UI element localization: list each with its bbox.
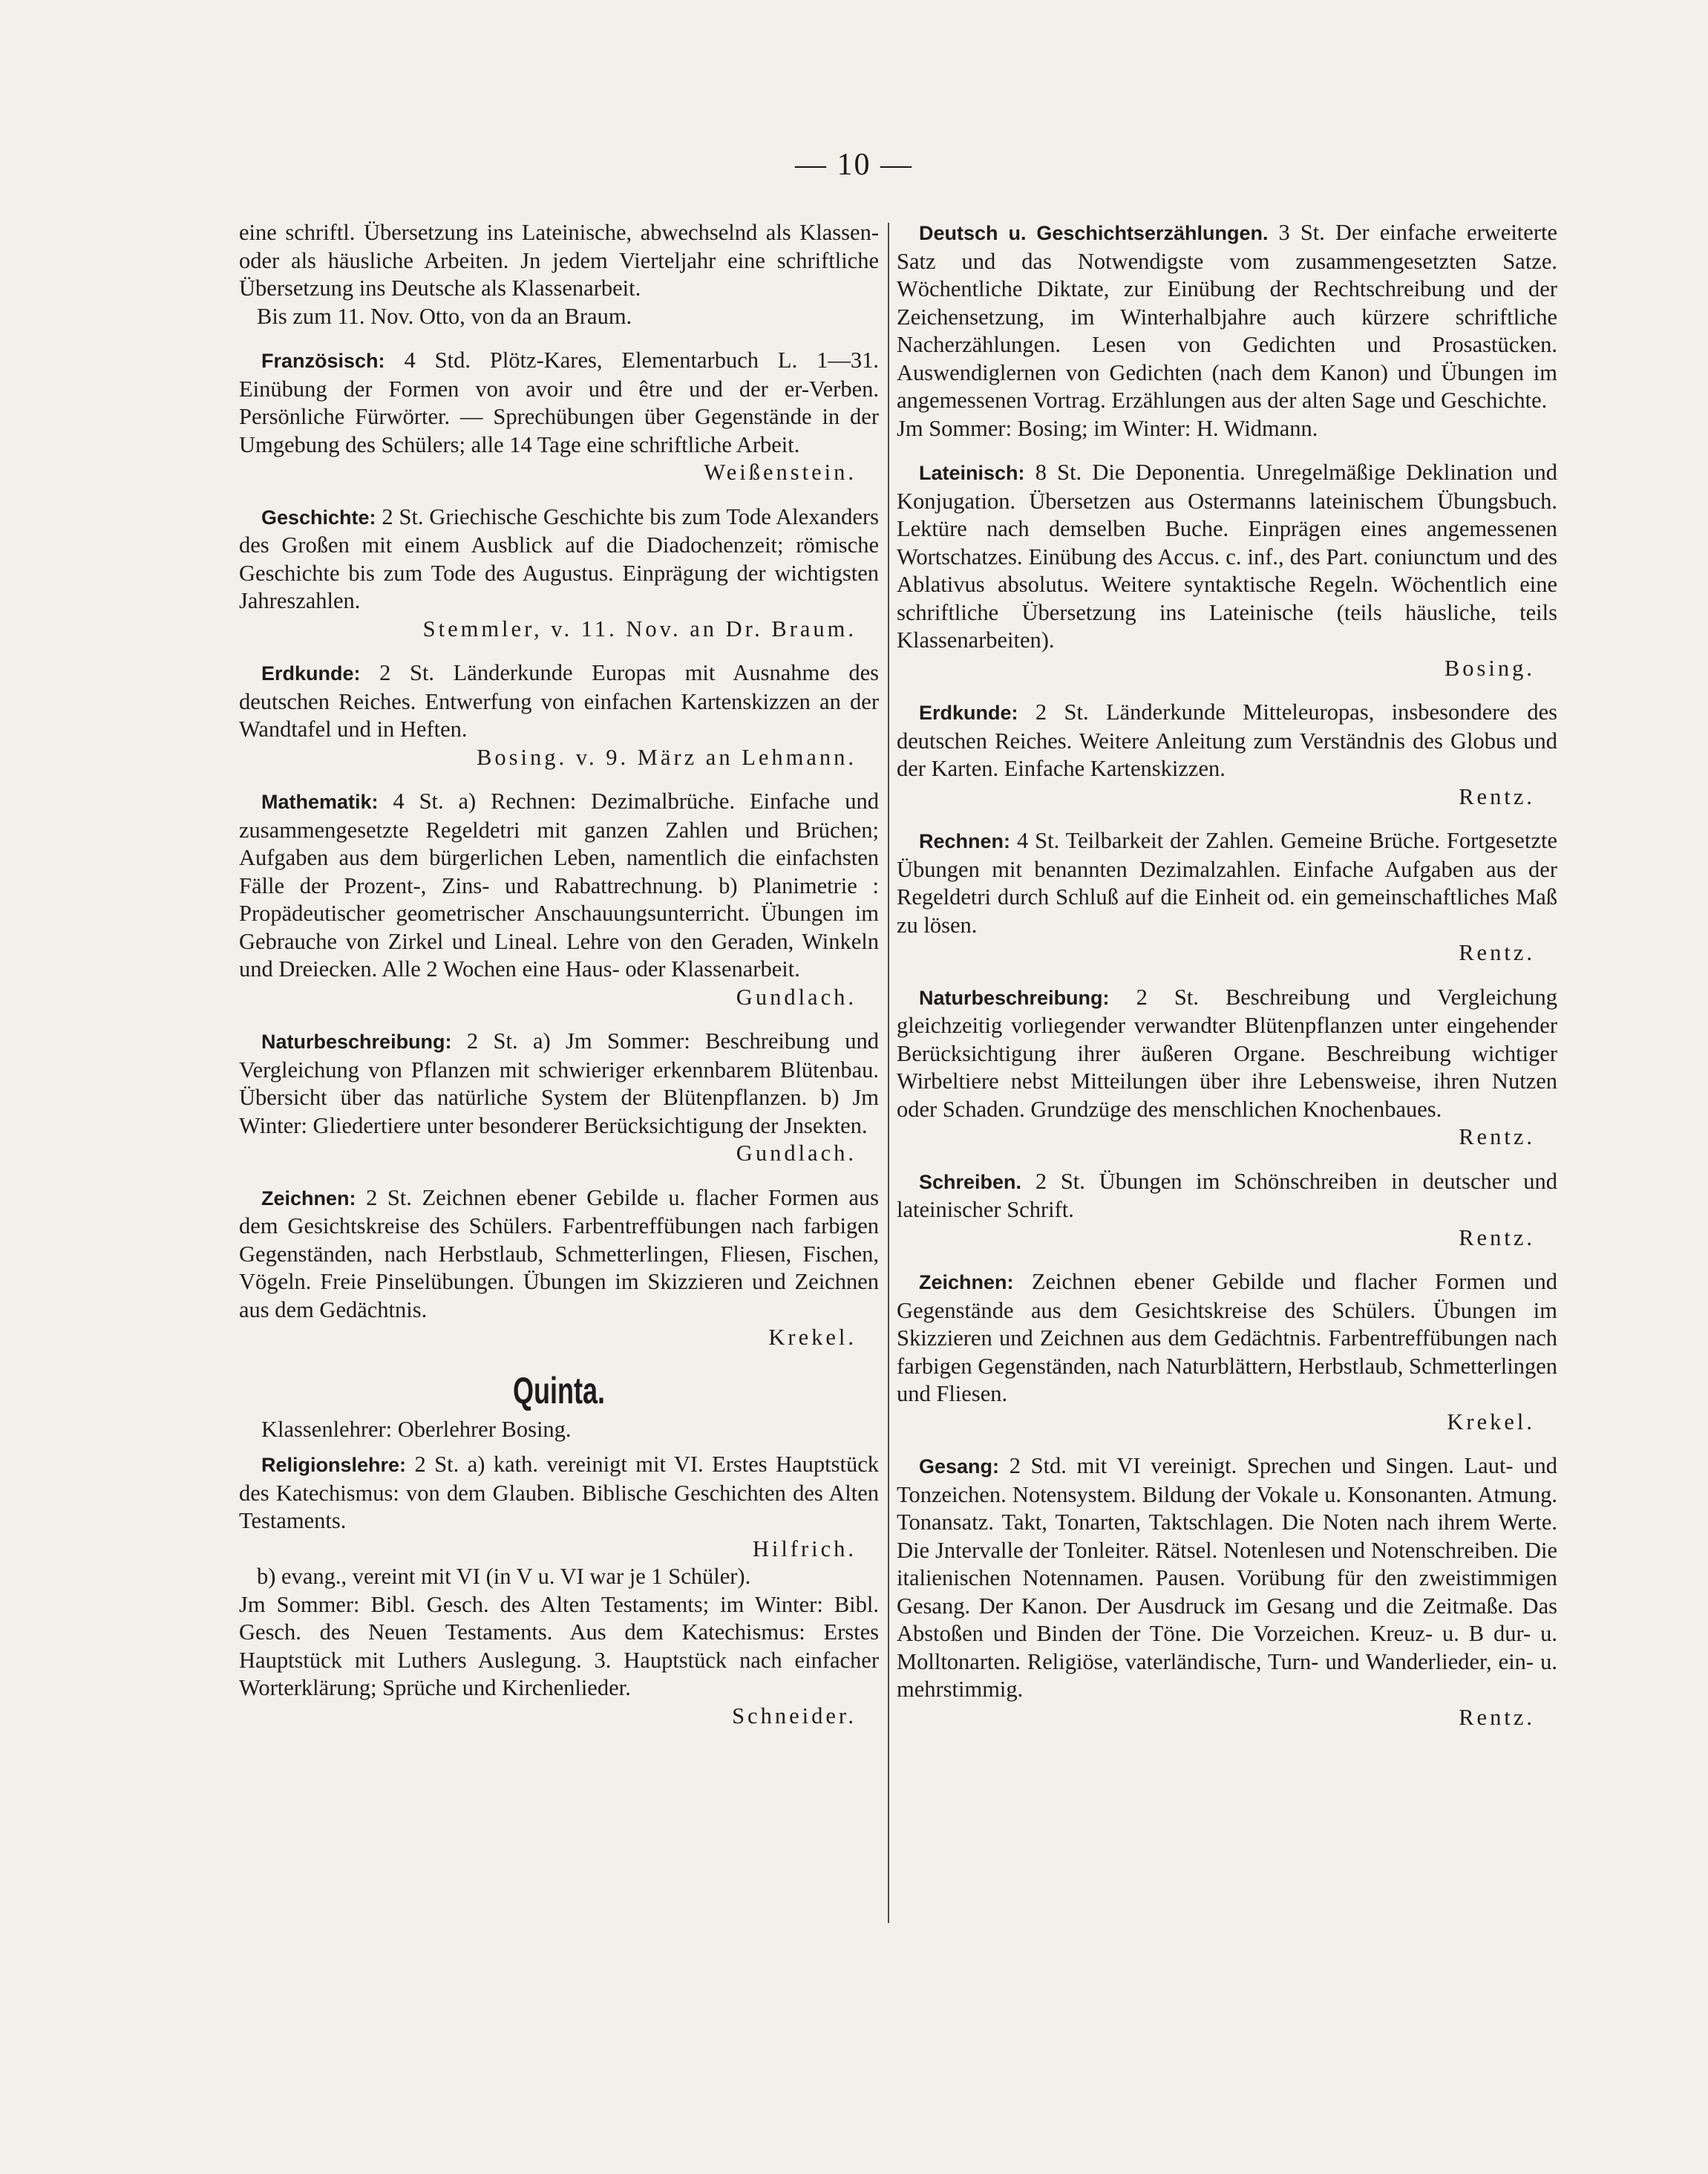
section-lateinisch: [897, 459, 1557, 682]
section-heading: Geschichte:: [261, 506, 376, 529]
column-divider: [888, 223, 889, 1923]
section-text: 2 St. a) kath. vereinigt mit VI. Erstes Hauptstück des Katechismus: von dem Glauben. Biblische Geschichten des Alten Testaments.: [239, 1452, 879, 1533]
section-heading: Zeichnen:: [919, 1271, 1014, 1293]
teacher-name: Gundlach.: [736, 984, 857, 1010]
section-text: Zeichnen ebener Gebilde und flacher Formen und Gegenstände aus dem Gesichtskreise des Schülers. Übungen im Skizzieren und Zeichnen aus dem Gedächtnis. Farbentreffübungen nach farbigen Gegenständen, nach Naturblättern, Herbstlaub, Schmetterlingen und Fliesen.: [897, 1269, 1557, 1406]
page-number: — 10 —: [795, 148, 913, 182]
section-heading: Deutsch u. Geschichtserzählungen.: [919, 222, 1269, 244]
section-heading: Lateinisch:: [919, 462, 1025, 484]
section-text: 8 St. Die Deponentia. Unregelmäßige Deklination und Konjugation. Übersetzen aus Ostermanns lateinischem Übungsbuch. Lektüre nach demselben Buche. Einprägen eines angemessenen Wortschatzes. Einübung des Accus. c. inf., des Part. coniunctum und des Ablativus absolutus. Weitere syntaktische Regeln. Wöchentlich eine schriftliche Übersetzung ins Lateinische (teils häusliche, teils Klassenarbeiten).: [897, 460, 1558, 653]
section-text: eine schriftl. Übersetzung ins Lateinische, abwechselnd als Klassen- oder als häusliche Arbeiten. Jn jedem Vierteljahr eine schriftliche Übersetzung ins Deutsche als Klassenarbeit.: [239, 220, 879, 301]
right-column: [897, 219, 1557, 1748]
section-text: 2 St. Übungen im Schönschreiben in deutscher und lateinischer Schrift.: [897, 1168, 1557, 1222]
teacher-name: Weißenstein.: [704, 460, 857, 485]
teacher-name: Rentz.: [1459, 783, 1535, 809]
section-heading: Naturbeschreibung:: [919, 986, 1110, 1009]
section-text: 4 St. a) Rechnen: Dezimalbrüche. Einfache und zusammengesetzte Regeldetri mit ganzen Zahlen und Brüchen; Aufgaben aus dem bürgerlichen Leben, namentlich die einfachsten Fälle der Prozent-, Zins- und Rabattrechnung. b) Planimetrie : Propädeutischer geometrischer Anschauungsunterricht. Übungen im Gebrauche von Zirkel und Lineal. Lehre von den Geraden, Winkeln und Dreiecken. Alle 2 Wochen eine Haus- oder Klassenarbeit.: [239, 789, 879, 982]
section-heading: Zeichnen:: [261, 1186, 356, 1210]
section-heading: Rechnen:: [919, 830, 1011, 852]
section-naturbeschreibung: [897, 984, 1557, 1152]
teacher-name: Stemmler, v. 11. Nov. an Dr. Braum.: [422, 616, 857, 642]
section-text: 2 St. Griechische Geschichte bis zum Tode Alexanders des Großen mit einem Ausblick auf die Diadochenzeit; römische Geschichte bis zum Tode des Augustus. Einprägung der wichtigsten Jahreszahlen.: [239, 503, 879, 613]
class-teacher-line: Klassenlehrer: Oberlehrer Bosing.: [261, 1416, 572, 1442]
section-zeichnen: [239, 1184, 879, 1352]
section-text: 2 Std. mit VI vereinigt. Sprechen und Singen. Laut- und Tonzeichen. Notensystem. Bildung der Vokale u. Konsonanten. Atmung. Tonansatz. Takt, Tonarten, Taktschlagen. Die Noten nach ihrem Werte. Die Jntervalle der Tonleiter. Rätsel. Notenlesen und Notenschreiben. Die italienischen Notennamen. Pausen. Vorübung für den zweistimmigen Gesang. Der Kanon. Der Ausdruck im Gesang und die Zeitmaße. Das Abstoßen und Binden der Töne. Die Vorzeichen. Kreuz- u. B dur- u. Molltonarten. Religiöse, vaterländische, Turn- und Wanderlieder, ein- u. mehrstimmig.: [897, 1453, 1557, 1702]
section-heading: Naturbeschreibung:: [261, 1031, 452, 1053]
left-column: [239, 219, 879, 1746]
teacher-name: Rentz.: [1459, 1124, 1535, 1149]
section-geschichte: [239, 503, 879, 644]
section-zeichnen: [897, 1268, 1557, 1436]
section-heading: Erdkunde:: [261, 662, 361, 685]
section-text: 2 St. Zeichnen ebener Gebilde u. flacher Formen aus dem Gesichtskreise des Schülers. Farbentreffübungen nach farbigen Gegenständen, nach Herbstlaub, Schmetterlingen, Fliesen, Fischen, Vögeln. Freie Pinselübungen. Übungen im Skizzieren und Zeichnen aus dem Gedächtnis.: [239, 1184, 879, 1322]
section-erdkunde: [239, 659, 879, 771]
teacher-line: Jm Sommer: Bosing; im Winter: H. Widmann.: [897, 415, 1318, 441]
teacher-name: Krekel.: [768, 1325, 857, 1350]
section-mathematik: [239, 788, 879, 1011]
teacher-name: Hilfrich.: [752, 1535, 857, 1561]
section-text: Jm Sommer: Bibl. Gesch. des Alten Testaments; im Winter: Bibl. Gesch. des Neuen Testaments. Aus dem Katechismus: Erstes Hauptstück mit Luthers Auslegung. 3. Hauptstück nach einfacher Worterklärung; Sprüche und Kirchenlieder.: [239, 1591, 879, 1700]
section-naturbeschreibung: [239, 1028, 879, 1168]
section-text: b) evang., vereint mit VI (in V u. VI war je 1 Schüler).: [257, 1564, 751, 1589]
section-text: 2 St. a) Jm Sommer: Beschreibung und Vergleichung von Pflanzen mit schwieriger erkennbarem Blütenbau. Übersicht über das natürliche System der Blütenpflanzen. b) Jm Winter: Gliedertiere unter besonderer Berücksichtigung der Jnsekten.: [239, 1028, 879, 1138]
teacher-name: Gundlach.: [736, 1140, 857, 1166]
section-text: 2 St. Länderkunde Europas mit Ausnahme des deutschen Reiches. Entwerfung von einfachen Kartenskizzen an der Wandtafel und in Heften.: [239, 660, 879, 742]
section-heading: Religionslehre:: [261, 1454, 407, 1476]
section-deutsch: [897, 219, 1557, 443]
class-title: Quinta.: [513, 1369, 605, 1411]
teacher-name: Krekel.: [1447, 1408, 1535, 1434]
section-erdkunde: [897, 699, 1557, 811]
section-religion: [239, 1451, 879, 1730]
section-franzoesisch: [239, 347, 879, 487]
teacher-line: Bis zum 11. Nov. Otto, von da an Braum.: [257, 303, 632, 329]
section-heading: Erdkunde:: [919, 702, 1018, 724]
section-text: 2 St. Länderkunde Mitteleuropas, insbesondere des deutschen Reiches. Weitere Anleitung zum Verständnis des Globus und der Karten. Einfache Kartenskizzen.: [897, 699, 1557, 781]
teacher-name: Bosing.: [1444, 655, 1535, 681]
section-heading: Schreiben.: [919, 1170, 1022, 1193]
section-gesang: [897, 1452, 1557, 1731]
section-heading: Mathematik:: [261, 791, 379, 813]
teacher-name: Rentz.: [1459, 940, 1535, 965]
section-text: 4 St. Teilbarkeit der Zahlen. Gemeine Brüche. Fortgesetzte Übungen mit benannten Dezimalzahlen. Einfache Aufgaben aus der Regeldetri durch Schluß auf die Einheit od. ein gemeinschaftliches Maß zu lösen.: [897, 828, 1557, 938]
section-text: 4 Std. Plötz-Kares, Elementarbuch L. 1—31. Einübung der Formen von avoir und être und der er-Verben. Persönliche Fürwörter. — Sprechübungen über Gegenstände in der Umgebung des Schülers; alle 14 Tage eine schriftliche Arbeit.: [239, 347, 879, 457]
section-heading: Gesang:: [919, 1455, 1000, 1478]
teacher-name: Schneider.: [732, 1703, 857, 1729]
teacher-name: Rentz.: [1459, 1704, 1535, 1730]
teacher-name: Bosing. v. 9. März an Lehmann.: [477, 744, 857, 770]
section-text: 2 St. Beschreibung und Vergleichung gleichzeitig vorliegender verwandter Blütenpflanzen unter eingehender Berücksichtigung ihrer äußeren Organe. Beschreibung wichtiger Wirbeltiere nebst Mitteilungen über ihre Lebensweise, ihren Nutzen oder Schaden. Grundzüge des menschlichen Knochenbaues.: [897, 984, 1558, 1122]
section-heading: Französisch:: [261, 350, 385, 372]
section-rechnen: [897, 827, 1557, 967]
section-schreiben: [897, 1168, 1557, 1253]
teacher-name: Rentz.: [1459, 1224, 1535, 1250]
latein-continuation: [239, 219, 879, 330]
section-text: 3 St. Der einfache erweiterte Satz und das Notwendigste vom zusammengesetzten Satze. Wöchentliche Diktate, zur Einübung der Rechtschreibung und der Zeichensetzung, im Winterhalbjahre auch kürzere schriftliche Nacherzählungen. Lesen von Gedichten und Prosastücken. Auswendiglernen von Gedichten (nach dem Kanon) und Übungen im angemessenen Vortrag. Erzählungen aus der alten Sage und Geschichte.: [897, 220, 1557, 413]
